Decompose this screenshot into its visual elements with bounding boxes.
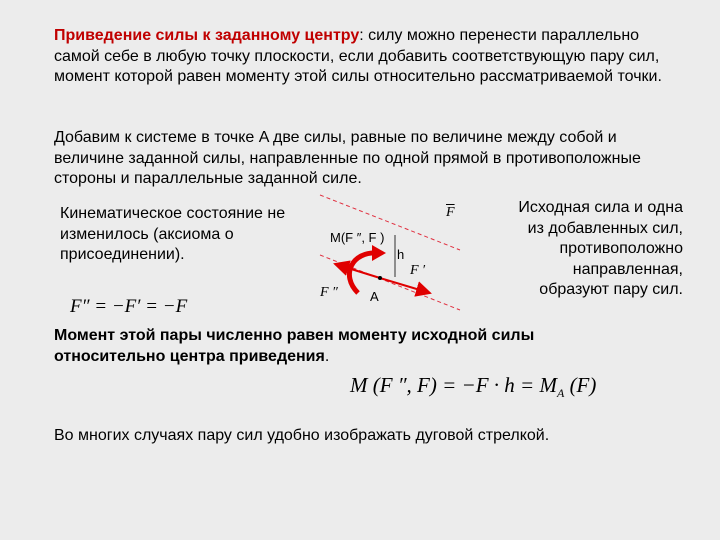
moment-formula bbox=[350, 373, 596, 401]
moment-text-end: . bbox=[324, 347, 330, 365]
arc-arrow-paragraph: Во многих случаях пару сил удобно изображать дуговой стрелкой. bbox=[54, 427, 550, 444]
force-line-lower bbox=[320, 255, 460, 310]
point-a-dot bbox=[378, 276, 382, 280]
label-f-double-prime: F ″ bbox=[320, 285, 338, 300]
moment-text: Момент этой пары численно равен моменту исходной силы относительно центра приведения bbox=[54, 327, 535, 365]
label-f: $\overline{F}$ bbox=[446, 205, 455, 220]
couple-note: Исходная сила и одна из добавленных сил, противоположно направленная, образуют пару сил. bbox=[518, 199, 683, 298]
definition-paragraph bbox=[54, 26, 674, 88]
kinematic-note: Кинематическое состояние не изменилось (аксиома о присоединении). bbox=[60, 205, 286, 263]
force-f-prime-arrow bbox=[380, 278, 430, 293]
label-f-prime: F ′ bbox=[410, 263, 426, 278]
label-a: A bbox=[370, 289, 379, 304]
definition-term: Приведение силы к заданному центру bbox=[54, 27, 360, 44]
addition-paragraph: Добавим к системе в точке A две силы, равные по величине между собой и величине заданной силы, направленные по одной прямой в противоположные стороны и параллельные заданной силе. bbox=[54, 129, 641, 187]
moment-formula-sub: A bbox=[556, 386, 565, 401]
force-f-double-prime-arrow bbox=[335, 264, 380, 278]
moment-formula-lhs: M (F ″, F) = −F · h = M bbox=[350, 373, 557, 397]
moment-paragraph bbox=[54, 326, 634, 367]
forces-equality-formula: F″ = −F′ = −F bbox=[70, 296, 188, 317]
label-h: h bbox=[397, 247, 405, 262]
couple-arc-head bbox=[372, 245, 386, 261]
label-moment: M(F ″, F ) bbox=[330, 230, 385, 245]
moment-formula-rhs: (F) bbox=[564, 373, 597, 397]
definition-text: : силу можно перенести параллельно самой себе в любую точку плоскости, если добавить соответствующую пару сил, момент которой равен моменту этой силы относительно рассматриваемой точки. bbox=[54, 27, 662, 85]
